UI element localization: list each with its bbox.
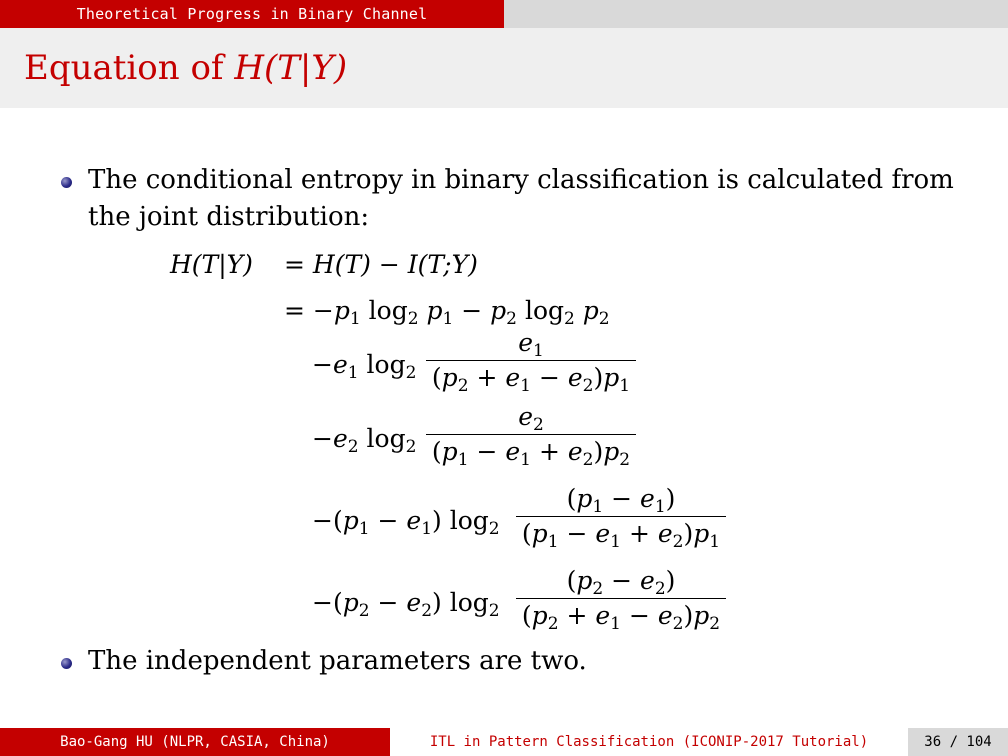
equation-row-1: = H(T) − I(T;Y) — [284, 250, 478, 279]
equation-row-4-lead: $-e_2$ $\log_2$ — [312, 424, 417, 457]
equation-row-5-fraction: $(p_1 - e_1)$ $(p_1 - e_1 + e_2)p_1$ — [516, 482, 726, 551]
footer-talk-title[interactable]: ITL in Pattern Classification (ICONIP-2017 Tutorial) — [429, 734, 869, 750]
bullet-2-marker — [61, 658, 72, 669]
equation-row-6-lead: $-(p_2 - e_2)$ $\log_2$ — [312, 588, 500, 621]
section-tab[interactable]: Theoretical Progress in Binary Channel — [0, 0, 504, 28]
footer-author[interactable]: Bao-Gang HU (NLPR, CASIA, China) — [0, 728, 390, 756]
equation-row-3-fraction: $e_1$ $(p_2 + e_1 - e_2)p_1$ — [426, 326, 636, 395]
equation-row-6-fraction: $(p_2 - e_2)$ $(p_2 + e_1 - e_2)p_2$ — [516, 564, 726, 633]
equation-row-4-fraction: $e_2$ $(p_1 - e_1 + e_2)p_2$ — [426, 400, 636, 469]
frame-title — [24, 48, 347, 88]
bullet-1-line-1: The conditional entropy in binary classification is calculated from — [88, 165, 954, 195]
bullet-1-marker — [61, 177, 72, 188]
equation-row-3-lead: $-e_1$ $\log_2$ — [312, 350, 417, 383]
title-math: H(T|Y) — [234, 48, 348, 88]
bullet-2-line-1: The independent parameters are two. — [88, 646, 587, 676]
bullet-1-line-2: the joint distribution: — [88, 202, 370, 232]
equation-row-5-lead: $-(p_1 - e_1)$ $\log_2$ — [312, 506, 500, 539]
title-prefix: Equation of — [24, 48, 235, 88]
equation-lhs: H(T|Y) — [170, 250, 253, 279]
footer-page-number: 36 / 104 — [908, 728, 1008, 756]
footer — [0, 728, 1008, 756]
slide-content — [0, 108, 1008, 728]
equation-row-2: = $-p_1$ $\log_2 p_1 - p_2$ $\log_2 p_2$ — [284, 296, 610, 329]
